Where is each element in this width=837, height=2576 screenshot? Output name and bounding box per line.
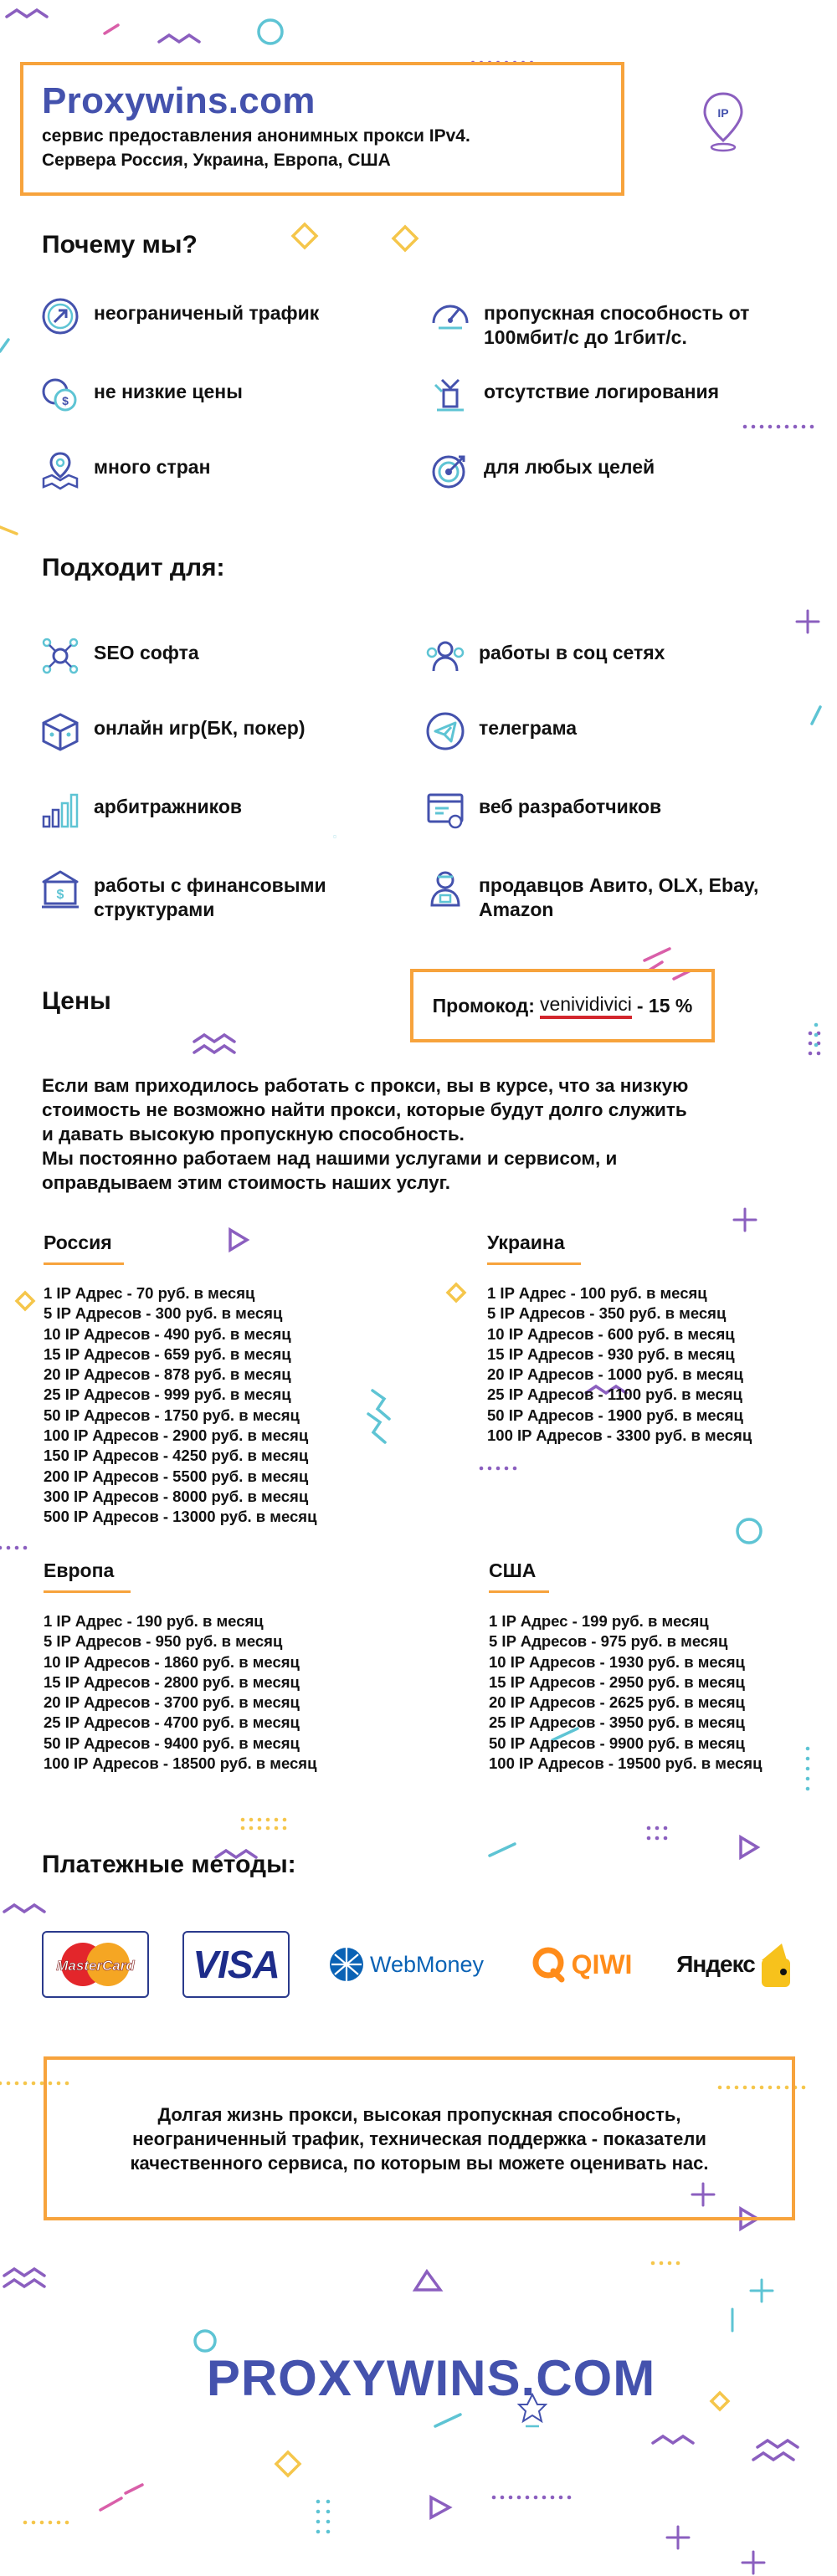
bar-chart-icon	[39, 788, 82, 832]
why-item-any-purpose	[429, 448, 797, 492]
web-dev-icon	[424, 788, 467, 832]
why-heading: Почему мы?	[42, 231, 198, 259]
webmoney-logo: WebMoney	[318, 1937, 494, 1992]
prices-intro-line: и давать высокую пропускную способность.	[42, 1124, 465, 1145]
price-row: 50 IP Адресов - 1900 руб. в месяц	[487, 1406, 743, 1424]
network-icon	[39, 634, 82, 678]
why-item-label: для любых целей	[484, 456, 655, 478]
ip-pin-label: IP	[717, 106, 729, 120]
promo-box	[410, 969, 715, 1042]
suits-item-webdev	[424, 788, 792, 832]
suits-item-finance	[39, 867, 407, 922]
suits-item-seo	[39, 634, 407, 678]
price-row: 20 IP Адресов - 3700 руб. в месяц	[44, 1693, 300, 1712]
promo-label: Промокод:	[432, 994, 535, 1017]
suits-item-label: онлайн игр(БК, покер)	[94, 717, 306, 739]
price-row: 150 IP Адресов - 4250 руб. в месяц	[44, 1447, 309, 1465]
closing-line: неограниченный трафик, техническая поддержка - показатели	[132, 2128, 706, 2149]
prices-intro-line: Мы постоянно работаем над нашими услугами и сервисом, и	[42, 1148, 618, 1169]
price-row: 100 IP Адресов - 19500 руб. в месяц	[489, 1754, 763, 1773]
promo-code[interactable]: venividivici	[540, 993, 632, 1019]
coins-icon	[39, 373, 82, 417]
price-row: 25 IP Адресов - 3950 руб. в месяц	[489, 1713, 745, 1732]
price-row: 1 IP Адрес - 199 руб. в месяц	[489, 1612, 709, 1630]
price-row: 50 IP Адресов - 9400 руб. в месяц	[44, 1734, 300, 1752]
price-row: 5 IP Адресов - 975 руб. в месяц	[489, 1632, 728, 1651]
hero-subtitle-line2: Сервера Россия, Украина, Европа, США	[42, 151, 391, 170]
svg-text:$: $	[56, 888, 64, 902]
price-block-ukraine	[487, 1232, 752, 1446]
price-row: 1 IP Адрес - 190 руб. в месяц	[44, 1612, 264, 1630]
arrow-icon	[39, 294, 82, 338]
prices-intro-line: стоимость не возможно найти прокси, которые будут долго служить	[42, 1099, 687, 1120]
people-icon	[424, 634, 467, 678]
price-row: 25 IP Адресов - 4700 руб. в месяц	[44, 1713, 300, 1732]
price-row: 1 IP Адрес - 100 руб. в месяц	[487, 1284, 707, 1302]
price-row: 50 IP Адресов - 9900 руб. в месяц	[489, 1734, 745, 1752]
price-row: 200 IP Адресов - 5500 руб. в месяц	[44, 1467, 309, 1485]
speedometer-icon	[429, 294, 472, 338]
why-item-no-logs	[429, 373, 797, 417]
suits-item-label: работы в соц сетях	[479, 642, 665, 663]
price-block-europe	[44, 1559, 316, 1774]
closing-line: качественного сервиса, по которым вы можете оценивать нас.	[130, 2152, 709, 2174]
prices-intro-line: Если вам приходилось работать с прокси, вы в курсе, что за низкую	[42, 1075, 689, 1096]
no-logging-icon	[429, 373, 472, 417]
why-item-label: не низкие цены	[94, 381, 243, 402]
price-row: 25 IP Адресов - 1100 руб. в месяц	[487, 1385, 742, 1404]
prices-intro	[42, 1073, 688, 1195]
svg-text:MasterCard: MasterCard	[56, 1958, 135, 1974]
price-row: 10 IP Адресов - 490 руб. в месяц	[44, 1324, 291, 1343]
ip-pin-icon	[700, 90, 747, 154]
closing-box	[44, 2056, 795, 2220]
price-block-title: Европа	[44, 1559, 131, 1593]
hero-subtitle-line1: сервис предоставления анонимных прокси IPv4.	[42, 126, 470, 146]
qiwi-logo: QIWI	[519, 1937, 644, 1992]
price-row: 1 IP Адрес - 70 руб. в месяц	[44, 1284, 255, 1302]
promo-discount: - 15 %	[636, 994, 693, 1017]
price-row: 15 IP Адресов - 659 руб. в месяц	[44, 1344, 291, 1363]
price-row: 20 IP Адресов - 1000 руб. в месяц	[487, 1365, 743, 1384]
price-row: 5 IP Адресов - 950 руб. в месяц	[44, 1632, 283, 1651]
suits-item-games	[39, 709, 407, 753]
price-block-usa	[489, 1559, 762, 1774]
price-row: 5 IP Адресов - 350 руб. в месяц	[487, 1304, 727, 1323]
price-row: 5 IP Адресов - 300 руб. в месяц	[44, 1304, 283, 1323]
hero-title: Proxywins.com	[42, 80, 316, 121]
price-block-title: Россия	[44, 1232, 124, 1265]
price-row: 15 IP Адресов - 2800 руб. в месяц	[44, 1672, 300, 1691]
footer-brand: PROXYWINS.COM	[206, 2350, 656, 2406]
suits-item-social	[424, 634, 792, 678]
suits-item-label: работы с финансовыми структурами	[94, 874, 326, 920]
why-item-bandwidth	[429, 294, 797, 350]
why-item-label: много стран	[94, 456, 211, 478]
price-row: 20 IP Адресов - 878 руб. в месяц	[44, 1365, 291, 1384]
price-block-russia	[44, 1232, 316, 1528]
why-item-unlimited-traffic	[39, 294, 407, 338]
payment-heading: Платежные методы:	[42, 1851, 296, 1878]
price-row: 25 IP Адресов - 999 руб. в месяц	[44, 1385, 291, 1404]
suits-item-label: продавцов Авито, OLX, Ebay, Amazon	[479, 874, 759, 920]
suits-item-sellers	[424, 867, 792, 922]
price-row: 10 IP Адресов - 1930 руб. в месяц	[489, 1652, 745, 1671]
seller-icon	[424, 867, 467, 910]
why-item-label: неограниченый трафик	[94, 302, 320, 324]
svg-text:$: $	[62, 394, 69, 407]
why-item-prices	[39, 373, 407, 417]
price-row: 100 IP Адресов - 18500 руб. в месяц	[44, 1754, 317, 1773]
price-row: 15 IP Адресов - 2950 руб. в месяц	[489, 1672, 745, 1691]
suits-item-label: арбитражников	[94, 796, 243, 817]
footer-pin-icon	[517, 2393, 547, 2430]
mastercard-logo	[42, 1931, 149, 1998]
target-icon	[429, 448, 472, 492]
closing-line: Долгая жизнь прокси, высокая пропускная способность,	[157, 2103, 681, 2125]
bank-icon	[39, 867, 82, 910]
price-row: 10 IP Адресов - 600 руб. в месяц	[487, 1324, 735, 1343]
why-item-label: отсутствие логирования	[484, 381, 720, 402]
suits-item-label: веб разработчиков	[479, 796, 662, 817]
location-icon	[39, 448, 82, 492]
suits-item-label: SEO софта	[94, 642, 199, 663]
price-row: 300 IP Адресов - 8000 руб. в месяц	[44, 1487, 309, 1505]
suits-item-telegram	[424, 709, 792, 753]
price-row: 10 IP Адресов - 1860 руб. в месяц	[44, 1652, 300, 1671]
suits-item-label: телеграма	[479, 717, 578, 739]
visa-logo: VISA	[182, 1931, 290, 1998]
prices-intro-line: оправдываем этим стоимость наших услуг.	[42, 1172, 450, 1193]
price-row: 100 IP Адресов - 3300 руб. в месяц	[487, 1426, 752, 1445]
prices-heading: Цены	[42, 987, 111, 1015]
price-row: 20 IP Адресов - 2625 руб. в месяц	[489, 1693, 745, 1712]
suits-heading: Подходит для:	[42, 554, 225, 581]
suits-item-arbitrage	[39, 788, 407, 832]
price-row: 15 IP Адресов - 930 руб. в месяц	[487, 1344, 735, 1363]
why-item-label: пропускная способность от 100мбит/с до 1гбит/с.	[484, 302, 750, 348]
why-item-countries	[39, 448, 407, 492]
yandex-logo: Яндекс	[661, 1928, 809, 2000]
game-cube-icon	[39, 709, 82, 753]
telegram-icon	[424, 709, 467, 753]
price-block-title: Украина	[487, 1232, 581, 1265]
price-block-title: США	[489, 1559, 549, 1593]
price-row: 100 IP Адресов - 2900 руб. в месяц	[44, 1426, 309, 1445]
price-row: 500 IP Адресов - 13000 руб. в месяц	[44, 1508, 317, 1526]
price-row: 50 IP Адресов - 1750 руб. в месяц	[44, 1406, 300, 1424]
